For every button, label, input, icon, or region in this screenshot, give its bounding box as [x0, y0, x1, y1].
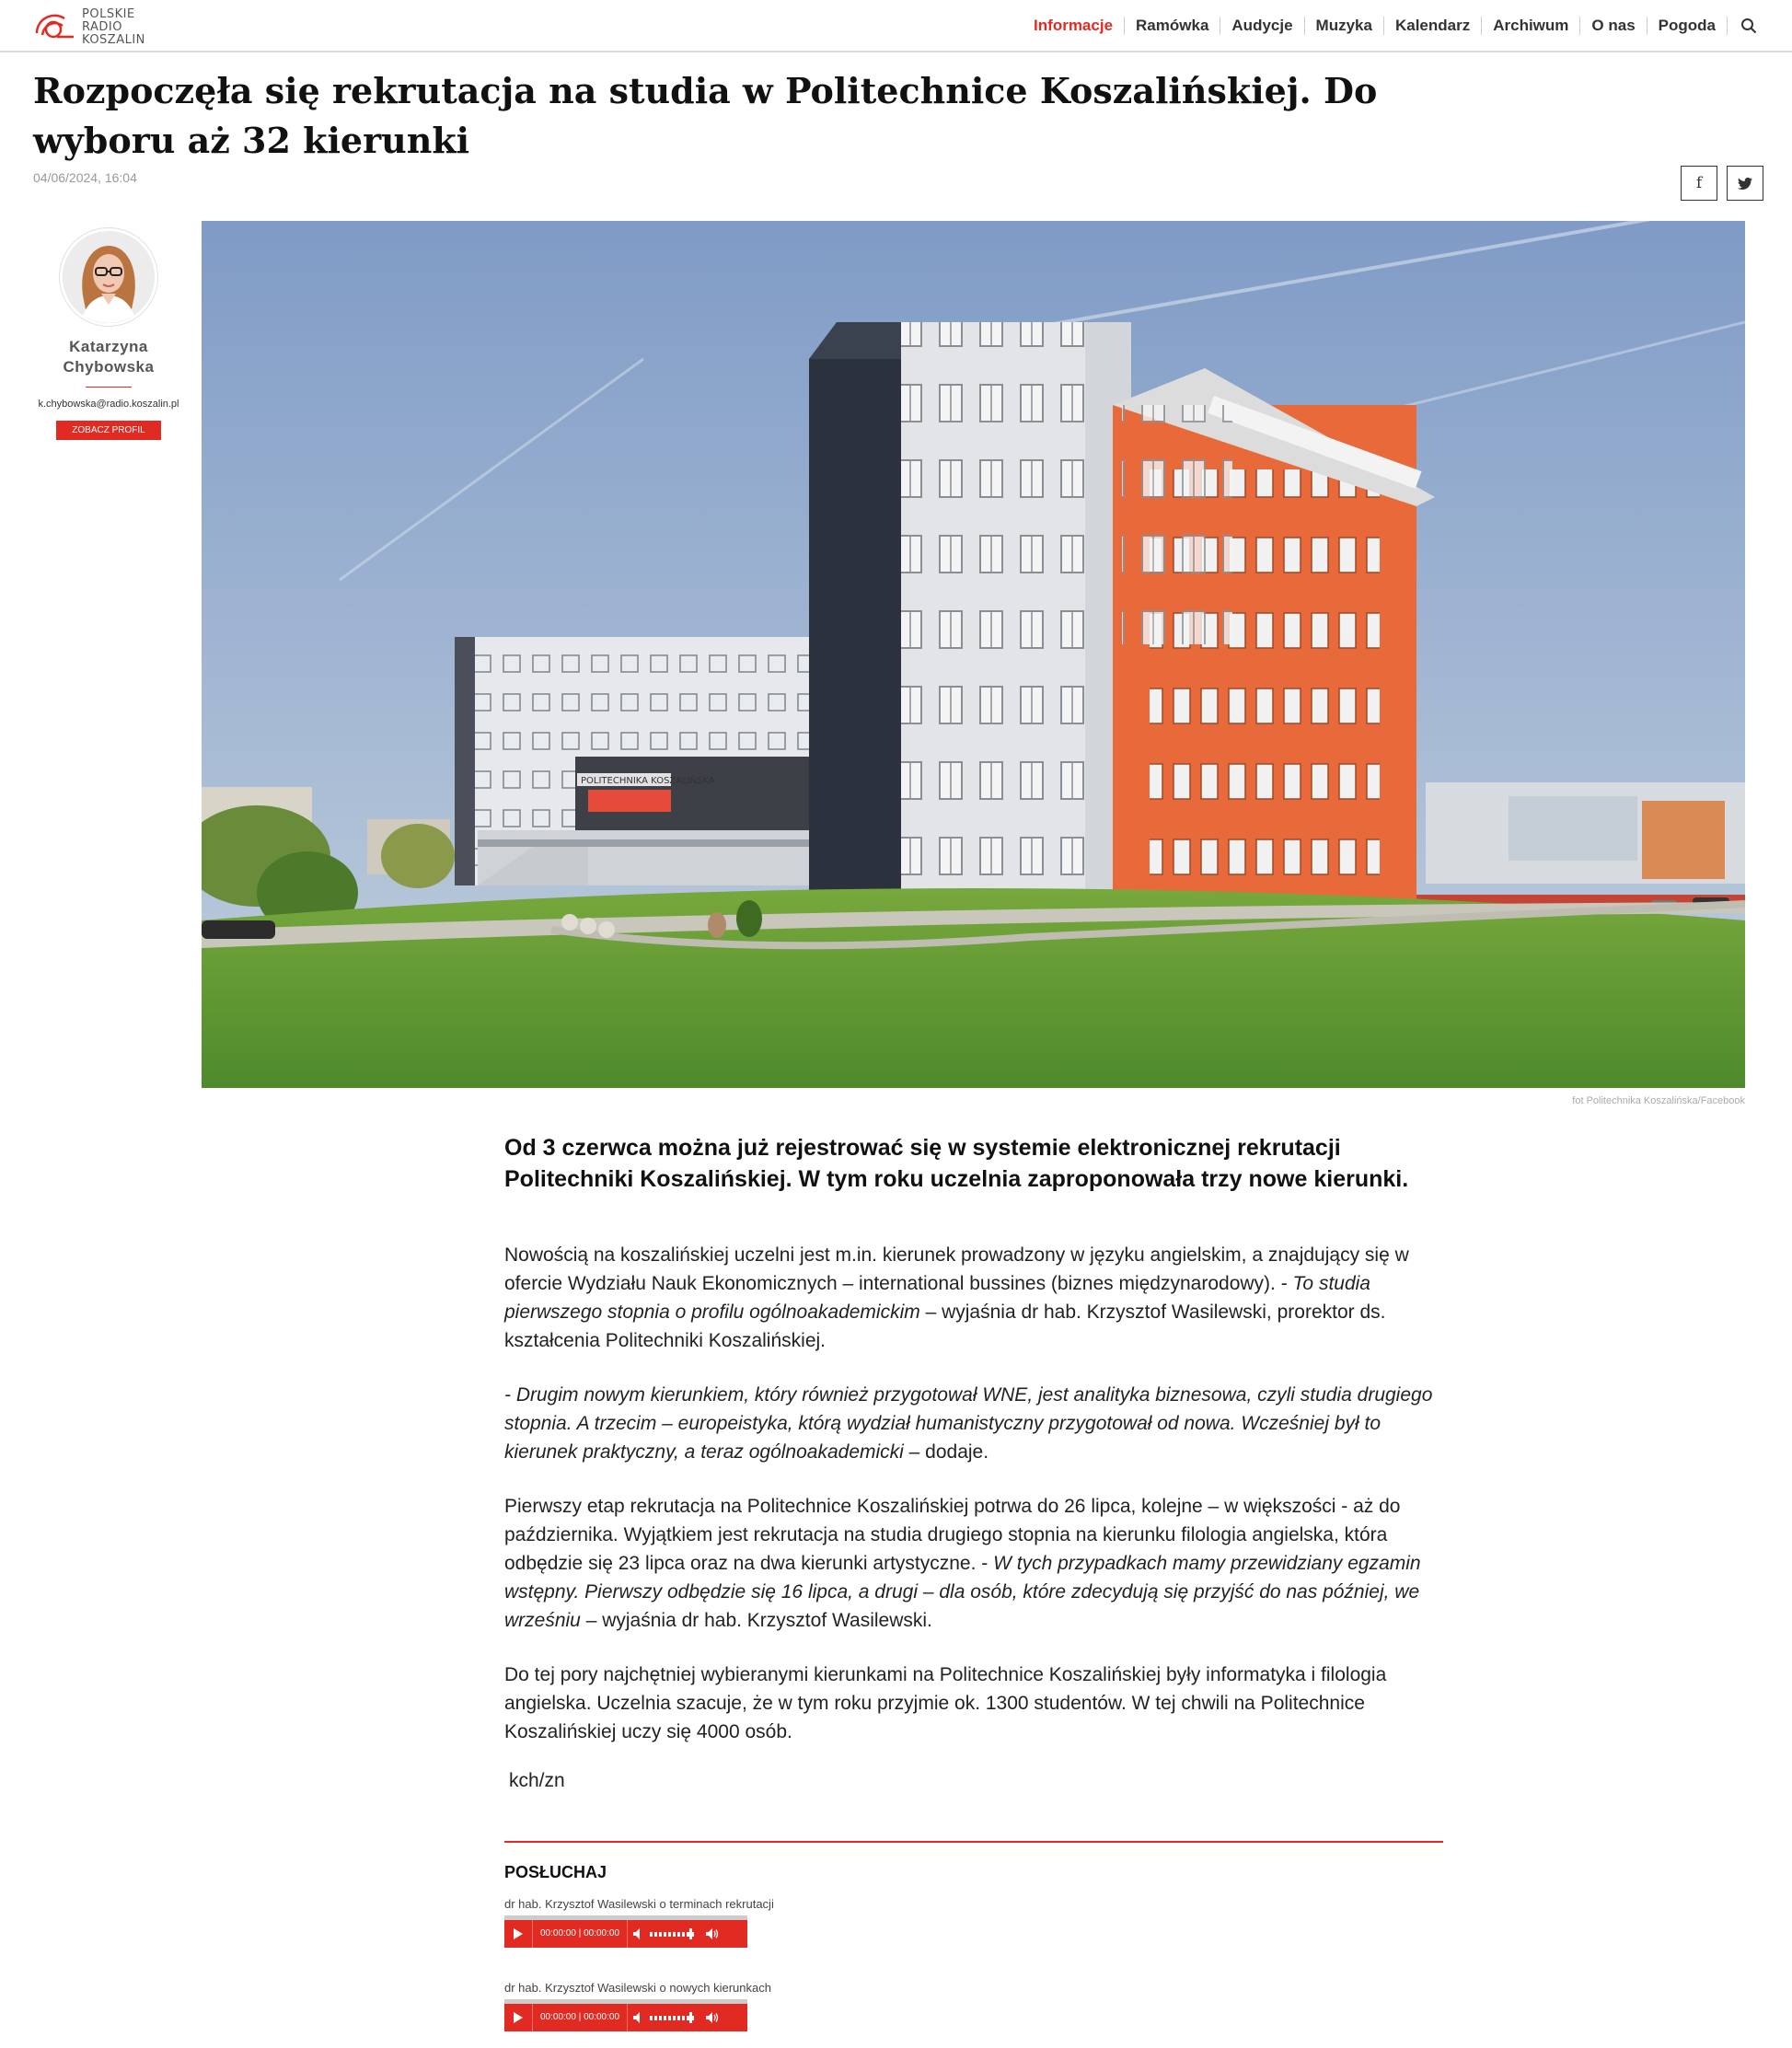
share-twitter-button[interactable] [1727, 166, 1763, 201]
audio-player [504, 1915, 747, 1948]
article-photo [202, 221, 1745, 1088]
audio-track-title: dr hab. Krzysztof Wasilewski o terminach rekrutacji [504, 1897, 774, 1911]
audio-time: 00:00:00 | 00:00:00 [533, 2004, 628, 2031]
author-first-name: Katarzyna [69, 338, 148, 355]
play-button[interactable] [504, 2004, 533, 2031]
nav-item-o-nas[interactable]: O nas [1580, 17, 1647, 35]
paragraph-3-quote: W tych przypadkach mamy przewidziany egzamin wstępny. Pierwszy odbędzie się 16 lipca, a drugi – dla osób, które zdecydują się przyjść do nas później, we wrześniu [504, 1553, 1421, 1631]
volume-knob[interactable] [689, 2012, 692, 2023]
mute-button[interactable] [628, 1920, 650, 1948]
facebook-icon: f [1695, 174, 1703, 192]
max-volume-button[interactable] [701, 2004, 723, 2031]
volume-up-icon [706, 1928, 719, 1939]
photo-caption: fot Politechnika Koszalińska/Facebook [1572, 1095, 1745, 1106]
radio-wave-logo-icon [33, 9, 75, 42]
listen-heading: POSŁUCHAJ [504, 1863, 607, 1881]
paragraph-1-quote: To studia pierwszego stopnia o profilu ogólnoakademickim [504, 1273, 1370, 1323]
main-nav [1023, 0, 1764, 51]
speaker-icon [633, 1928, 644, 1939]
article-date: 04/06/2024, 16:04 [33, 170, 137, 185]
search-button[interactable] [1733, 12, 1764, 40]
nav-item-archiwum[interactable]: Archiwum [1482, 17, 1580, 35]
share-facebook-button[interactable] [1681, 166, 1717, 201]
search-icon [1740, 17, 1757, 34]
paragraph-3-attribution: – wyjaśnia dr hab. Krzysztof Wasilewski. [580, 1610, 932, 1631]
logo-line-3: KOSZALIN [82, 33, 145, 47]
paragraph-3-text: Pierwszy etap rekrutacja na Politechnice Koszalińskiej potrwa do 26 lipca, kolejne – w większości - aż do października. Wyjątkiem jest rekrutacja na studia drugiego stopnia na kierunku filologia angielska, która odbędzie się 23 lipca oraz na dwa kierunki artystyczne. - [504, 1496, 1401, 1574]
building-sign-text: POLITECHNIKA KOSZALIŃSKA [581, 776, 715, 786]
article-title: Rozpoczęła się rekrutacja na studia w Politechnice Koszalińskiej. Do wyboru aż 32 kierunki [33, 70, 1378, 161]
article-body [504, 1132, 1443, 1795]
paragraph-2 [504, 1381, 1443, 1466]
audio-track-title: dr hab. Krzysztof Wasilewski o nowych kierunkach [504, 1981, 771, 1995]
audio-controls [504, 2004, 747, 2031]
audio-player [504, 1999, 747, 2031]
paragraph-3 [504, 1492, 1443, 1635]
author-email[interactable]: k.chybowska@radio.koszalin.pl [38, 399, 179, 410]
volume-knob[interactable] [689, 1928, 692, 1939]
paragraph-2-attribution: – dodaje. [903, 1441, 989, 1463]
audio-time: 00:00:00 | 00:00:00 [533, 1920, 628, 1948]
twitter-icon [1738, 178, 1752, 190]
audio-track [504, 1897, 1443, 1948]
author-avatar[interactable] [60, 228, 157, 326]
logo-line-2: RADIO [82, 20, 122, 34]
nav-item-muzyka[interactable]: Muzyka [1305, 17, 1384, 35]
nav-item-pogoda[interactable]: Pogoda [1647, 17, 1728, 35]
max-volume-button[interactable] [701, 1920, 723, 1948]
view-profile-button[interactable]: ZOBACZ PROFIL [56, 421, 160, 440]
author-box [28, 228, 190, 440]
listen-section [504, 1841, 1443, 2031]
author-name [28, 337, 190, 377]
volume-slider[interactable] [650, 2004, 701, 2031]
nav-item-ramowka[interactable]: Ramówka [1125, 17, 1220, 35]
volume-up-icon [706, 2012, 719, 2023]
nav-item-kalendarz[interactable]: Kalendarz [1384, 17, 1482, 35]
article-lead: Od 3 czerwca można już rejestrować się w systemie elektronicznej rekrutacji Politechniki Koszalińskiej. W tym roku uczelnia zaproponowała trzy nowe kierunki. [504, 1135, 1409, 1192]
mute-button[interactable] [628, 2004, 650, 2031]
play-icon [514, 1928, 523, 1939]
paragraph-1-text: Nowością na koszalińskiej uczelni jest m.in. kierunek prowadzony w języku angielskim, a znajdujący się w ofercie Wydziału Nauk Ekonomicznych – international bussines (biznes międzynarodowy). - [504, 1244, 1409, 1294]
paragraph-2-quote: - Drugim nowym kierunkiem, który również przygotował WNE, jest analityka biznesowa, czyli studia drugiego stopnia. A trzecim – europeistyka, którą wydział humanistyczny przygotował od nowa. Wcześniej był to kierunek praktyczny, a teraz ogólnoakademicki [504, 1384, 1433, 1463]
top-bar [0, 0, 1792, 52]
nav-item-audycje[interactable]: Audycje [1220, 17, 1304, 35]
nav-item-informacje[interactable]: Informacje [1023, 17, 1125, 35]
logo-line-1: POLSKIE [82, 7, 135, 21]
audio-controls [504, 1920, 747, 1948]
play-button[interactable] [504, 1920, 533, 1948]
author-portrait-image [63, 231, 155, 323]
volume-slider[interactable] [650, 1920, 701, 1948]
paragraph-4: Do tej pory najchętniej wybieranymi kierunkami na Politechnice Koszalińskiej były informatyka i filologia angielska. Uczelnia szacuje, że w tym roku przyjmie ok. 1300 studentów. W tej chwili na Politechnice Koszalińskiej uczy się 4000 osób. [504, 1664, 1387, 1742]
speaker-icon [633, 2012, 644, 2023]
university-building-image [202, 221, 1745, 1088]
audio-track [504, 1981, 1443, 2031]
author-divider [86, 387, 132, 388]
paragraph-1-attribution: – wyjaśnia dr hab. Krzysztof Wasilewski, prorektor ds. kształcenia Politechniki Koszalińskiej. [504, 1302, 1386, 1351]
site-logo[interactable] [33, 7, 162, 47]
play-icon [514, 2012, 523, 2023]
logo-wordmark [82, 8, 145, 47]
article-signature: kch/zn [509, 1770, 565, 1791]
paragraph-1 [504, 1241, 1443, 1355]
author-last-name: Chybowska [63, 358, 155, 376]
